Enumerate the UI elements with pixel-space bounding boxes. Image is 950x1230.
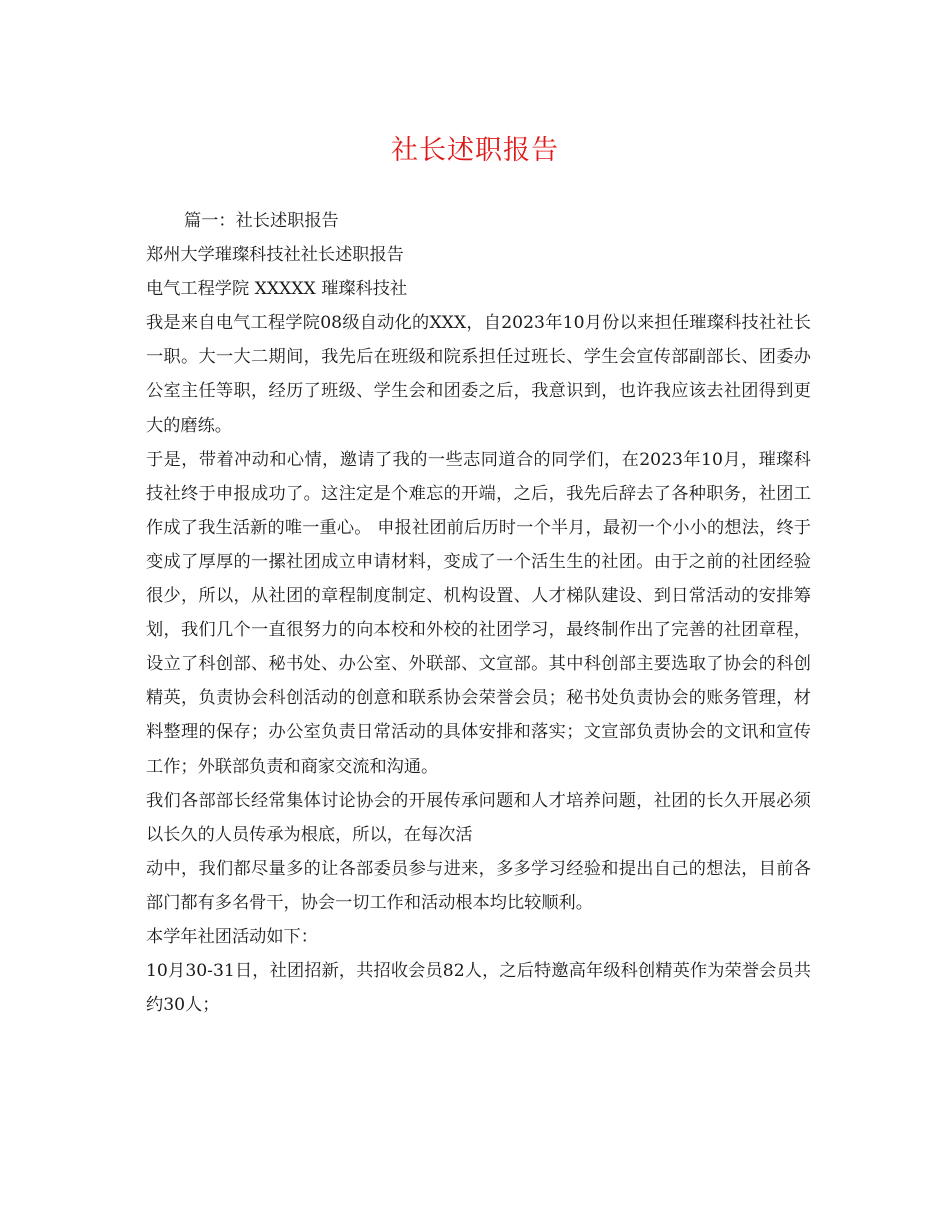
paragraph: 于是，带着冲动和心情，邀请了我的一些志同道合的同学们，在2023年10月，璀璨科技社终于申报成功了。这注定是个难忘的开端，之后，我先后辞去了各种职务，社团工作成了我生活新的唯一重心。 申报社团前后历时一个半月，最初一个小小的想法，终于变成了厚厚的一摞社团成立申请材料，变成了一个活生生的社团。由于之前的社团经验很少，所以，从社团的章程制度制定、机构设置、人才梯队建设、到日常活动的安排筹划，我们几个一直很努力的向本校和外校的社团学习，最终制作出了完善的社团章程，设立了科创部、秘书处、办公室、外联部、文宣部。其中科创部主要选取了协会的科创精英，负责协会科创活动的创意和联系协会荣誉会员；秘书处负责协会的账务管理，材料整理的保存；办公室负责日常活动的具体安排和落实；文宣部负责协会的文讯和宣传工作；外联部负责和商家交流和沟通。 <box>146 449 811 777</box>
author-line: 电气工程学院 XXXXX 璀璨科技社 <box>146 279 408 300</box>
paragraph: 10月30-31日，社团招新，共招收会员82人，之后特邀高年级科创精英作为荣誉会员共约30人； <box>146 961 811 1016</box>
document-title: 社长述职报告 <box>391 135 559 166</box>
document-body <box>146 204 811 1022</box>
report-subtitle: 郑州大学璀璨科技社社长述职报告 <box>146 245 404 266</box>
paragraph: 动中，我们都尽量多的让各部委员参与进来，多多学习经验和提出自己的想法，目前各部门都有多名骨干，协会一切工作和活动根本均比较顺利。 <box>146 858 811 913</box>
paragraph: 本学年社团活动如下： <box>146 926 318 947</box>
section-heading: 篇一：社长述职报告 <box>184 211 339 231</box>
paragraph: 我们各部部长经常集体讨论协会的开展传承问题和人才培养问题，社团的长久开展必须以长久的人员传承为根底，所以，在每次活 <box>146 790 811 845</box>
paragraph: 我是来自电气工程学院08级自动化的XXX，自2023年10月份以来担任璀璨科技社社长一职。大一大二期间，我先后在班级和院系担任过班长、学生会宣传部副部长、团委办公室主任等职，经历了班级、学生会和团委之后，我意识到，也许我应该去社团得到更大的磨练。 <box>146 313 811 436</box>
